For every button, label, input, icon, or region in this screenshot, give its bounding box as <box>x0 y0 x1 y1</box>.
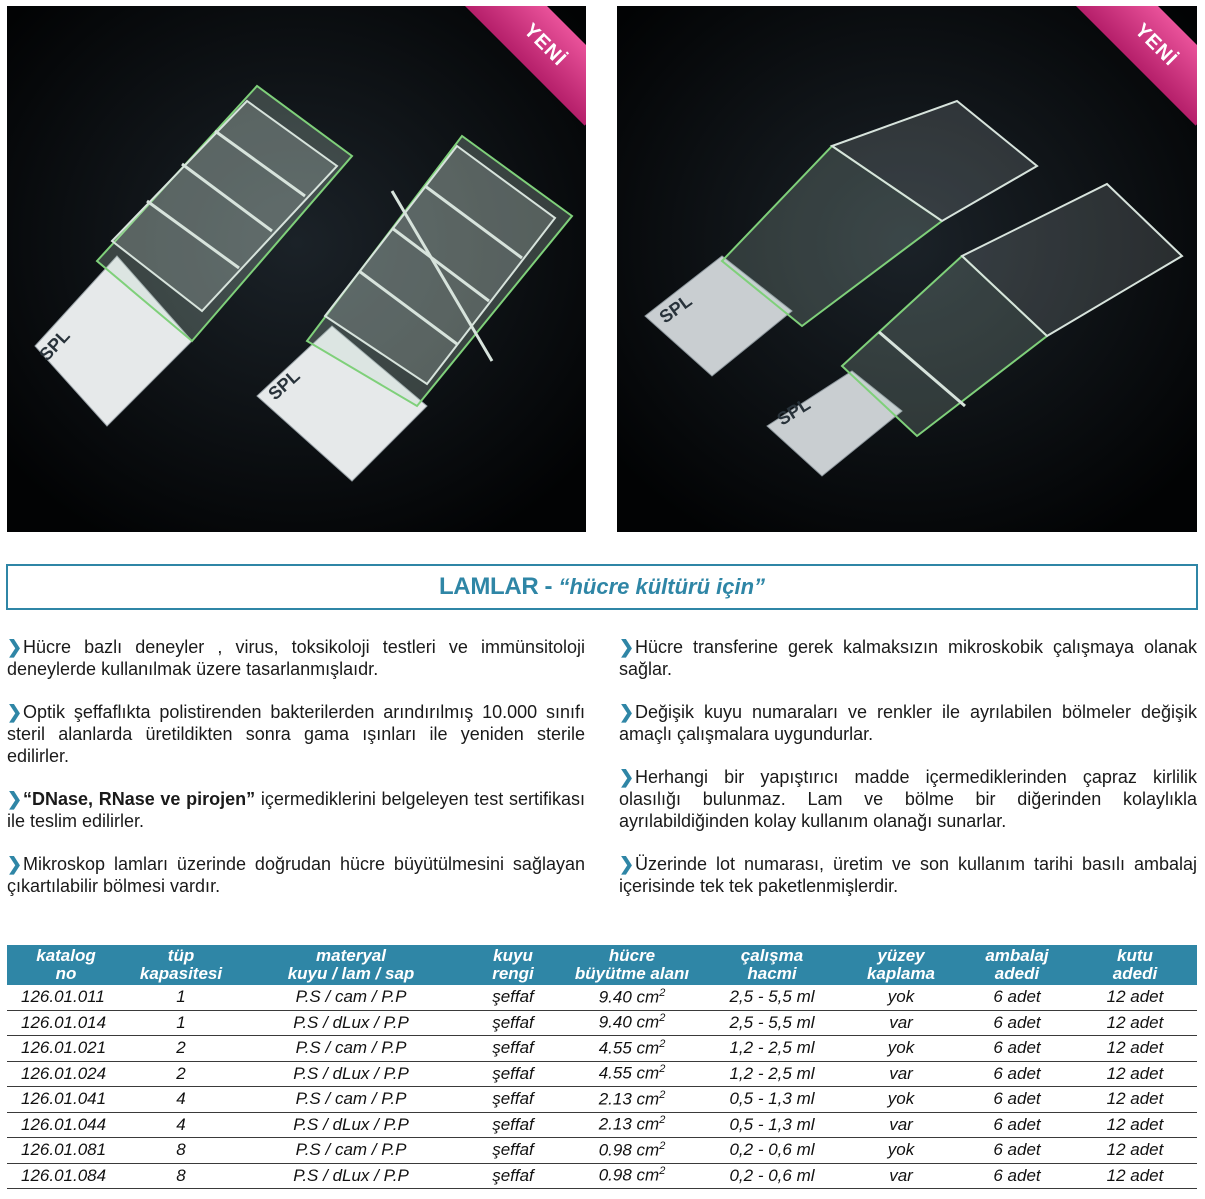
cell-pack: 6 adet <box>961 1112 1073 1138</box>
cell-volume: 0,5 - 1,3 ml <box>703 1112 841 1138</box>
cell-material: P.S / dLux / P.P <box>237 1061 465 1087</box>
area-exponent: 2 <box>659 1139 666 1152</box>
chevron-right-icon: ❯ <box>7 789 23 809</box>
chevron-right-icon: ❯ <box>619 854 635 874</box>
column-header <box>237 945 465 985</box>
table-row <box>7 985 1197 1010</box>
cell-pack: 6 adet <box>961 1061 1073 1087</box>
feature-text: içermediklerini belgeleyen test sertifikası ile teslim edilirler. <box>7 789 586 831</box>
cell-area <box>561 1112 703 1138</box>
product-photo-open-slides <box>617 6 1197 532</box>
column-header-line: ambalaj <box>985 946 1049 965</box>
cell-capacity: 8 <box>125 1138 237 1164</box>
area-exponent: 2 <box>659 1063 666 1076</box>
cell-catalog: 126.01.084 <box>7 1163 125 1189</box>
cell-catalog: 126.01.044 <box>7 1112 125 1138</box>
table-body <box>7 985 1197 1189</box>
area-exponent: 2 <box>659 1088 666 1101</box>
new-badge: YENİ <box>464 6 586 126</box>
cell-volume: 1,2 - 2,5 ml <box>703 1036 841 1062</box>
area-unit: cm <box>636 987 660 1007</box>
cell-box: 12 adet <box>1073 1163 1197 1189</box>
table-row <box>7 1163 1197 1189</box>
cell-color: şeffaf <box>465 1010 561 1036</box>
cell-box: 12 adet <box>1073 1036 1197 1062</box>
cell-area <box>561 1163 703 1189</box>
cell-coating: yok <box>841 985 961 1010</box>
area-unit: cm <box>636 1115 660 1135</box>
cell-area <box>561 985 703 1010</box>
feature-text: Herhangi bir yapıştırıcı madde içermediklerinden çapraz kirlilik olasılığı bulunmaz. Lam ve bölme bir diğerinden kolaylıkla ayrılabildiğinden kolay kullanım olanağı sunarlar. <box>619 767 1197 831</box>
cell-catalog: 126.01.041 <box>7 1087 125 1113</box>
column-header-line: kutu <box>1117 946 1153 965</box>
brand-logo-text: SPL <box>35 325 74 365</box>
cell-material: P.S / cam / P.P <box>237 1036 465 1062</box>
feature-text: Üzerinde lot numarası, üretim ve son kullanım tarihi basılı ambalaj içerisinde tek tek paketlenmişlerdir. <box>619 854 1197 896</box>
feature-emphasis: “DNase, RNase ve pirojen” <box>23 789 256 809</box>
area-exponent: 2 <box>659 1012 666 1025</box>
cell-pack: 6 adet <box>961 1138 1073 1164</box>
table-row <box>7 1112 1197 1138</box>
cell-volume: 1,2 - 2,5 ml <box>703 1061 841 1087</box>
column-header-line: kaplama <box>866 964 936 983</box>
area-unit: cm <box>636 1089 660 1109</box>
cell-color: şeffaf <box>465 1163 561 1189</box>
cell-capacity: 4 <box>125 1087 237 1113</box>
column-header-line: tüp <box>167 946 195 965</box>
area-value: 9.40 <box>598 1013 632 1033</box>
column-header-line: materyal <box>316 946 386 965</box>
table-row <box>7 1010 1197 1036</box>
table-header-row <box>7 945 1197 985</box>
chevron-right-icon: ❯ <box>7 702 23 722</box>
cell-capacity: 2 <box>125 1036 237 1062</box>
column-header-line: kuyu <box>493 946 533 965</box>
cell-color: şeffaf <box>465 1138 561 1164</box>
cell-box: 12 adet <box>1073 1061 1197 1087</box>
chamber-slides-open-illustration <box>617 6 1197 532</box>
cell-pack: 6 adet <box>961 1087 1073 1113</box>
cell-coating: var <box>841 1112 961 1138</box>
feature-text: Hücre transferine gerek kalmaksızın mikroskobik çalışmaya olanak sağlar. <box>619 637 1197 679</box>
cell-pack: 6 adet <box>961 1036 1073 1062</box>
cell-catalog: 126.01.024 <box>7 1061 125 1087</box>
area-unit: cm <box>636 1064 660 1084</box>
cell-color: şeffaf <box>465 1061 561 1087</box>
feature-item <box>619 636 1197 680</box>
feature-item <box>619 766 1197 832</box>
column-header-line: çalışma <box>740 946 804 965</box>
cell-volume: 0,5 - 1,3 ml <box>703 1087 841 1113</box>
feature-text: Optik şeffaflıkta polistirenden bakterilerden arındırılmış 10.000 sınıfı steril alanlarda üretildikten sonra gama ışınları ile yeniden sterile edilirler. <box>7 702 585 766</box>
cell-box: 12 adet <box>1073 1112 1197 1138</box>
column-header <box>961 945 1073 985</box>
area-value: 0.98 <box>598 1166 632 1186</box>
chevron-right-icon: ❯ <box>7 637 23 657</box>
area-exponent: 2 <box>659 1037 666 1050</box>
cell-box: 12 adet <box>1073 1087 1197 1113</box>
cell-capacity: 2 <box>125 1061 237 1087</box>
cell-material: P.S / dLux / P.P <box>237 1163 465 1189</box>
area-unit: cm <box>636 1166 660 1186</box>
area-unit: cm <box>636 1140 660 1160</box>
cell-volume: 0,2 - 0,6 ml <box>703 1138 841 1164</box>
feature-text: Hücre bazlı deneyler , virus, toksikoloji testleri ve immünsitoloji deneylerde kullanılmak üzere tasarlanmışlaıdr. <box>7 637 585 679</box>
cell-volume: 0,2 - 0,6 ml <box>703 1163 841 1189</box>
feature-text: Mikroskop lamları üzerinde doğrudan hücre büyütülmesini sağlayan çıkartılabilir bölmesi vardır. <box>7 854 585 896</box>
cell-volume: 2,5 - 5,5 ml <box>703 1010 841 1036</box>
cell-area <box>561 1061 703 1087</box>
cell-coating: yok <box>841 1036 961 1062</box>
cell-coating: yok <box>841 1087 961 1113</box>
cell-pack: 6 adet <box>961 985 1073 1010</box>
column-header-line: katalog <box>36 946 96 965</box>
svg-text:SPL: SPL <box>264 365 304 404</box>
cell-area <box>561 1087 703 1113</box>
feature-item <box>619 701 1197 745</box>
cell-color: şeffaf <box>465 985 561 1010</box>
cell-color: şeffaf <box>465 1036 561 1062</box>
column-header <box>465 945 561 985</box>
area-exponent: 2 <box>659 1114 666 1127</box>
cell-catalog: 126.01.011 <box>7 985 125 1010</box>
table-row <box>7 1036 1197 1062</box>
cell-volume: 2,5 - 5,5 ml <box>703 985 841 1010</box>
column-header <box>7 945 125 985</box>
cell-material: P.S / dLux / P.P <box>237 1112 465 1138</box>
cell-box: 12 adet <box>1073 1138 1197 1164</box>
cell-color: şeffaf <box>465 1087 561 1113</box>
area-value: 4.55 <box>598 1038 632 1058</box>
chevron-right-icon: ❯ <box>619 702 635 722</box>
chevron-right-icon: ❯ <box>619 637 635 657</box>
cell-catalog: 126.01.014 <box>7 1010 125 1036</box>
new-badge: YENİ <box>1075 6 1197 126</box>
cell-material: P.S / dLux / P.P <box>237 1010 465 1036</box>
area-value: 2.13 <box>598 1089 632 1109</box>
title-separator: - <box>544 573 553 600</box>
column-header <box>1073 945 1197 985</box>
column-header-line: rengi <box>492 964 534 983</box>
column-header-line: hacmi <box>747 964 797 983</box>
feature-item <box>7 788 585 832</box>
chevron-right-icon: ❯ <box>619 767 635 787</box>
cell-pack: 6 adet <box>961 1010 1073 1036</box>
section-title-box <box>6 564 1198 610</box>
area-exponent: 2 <box>659 1165 666 1178</box>
area-value: 2.13 <box>598 1115 632 1135</box>
cell-capacity: 1 <box>125 985 237 1010</box>
column-header <box>841 945 961 985</box>
column-header <box>125 945 237 985</box>
chamber-slides-illustration <box>7 6 586 532</box>
column-header-line: büyütme alanı <box>574 964 690 983</box>
column-header-line: no <box>55 964 77 983</box>
feature-item <box>7 853 585 897</box>
area-value: 9.40 <box>598 987 632 1007</box>
cell-material: P.S / cam / P.P <box>237 1087 465 1113</box>
area-unit: cm <box>636 1013 660 1033</box>
product-photo-closed-slides <box>7 6 586 532</box>
column-header-line: adedi <box>1112 964 1158 983</box>
cell-material: P.S / cam / P.P <box>237 985 465 1010</box>
feature-text: Değişik kuyu numaraları ve renkler ile ayrılabilen bölmeler değişik amaçlı çalışmalara uygundurlar. <box>619 702 1197 744</box>
cell-coating: var <box>841 1010 961 1036</box>
table-row <box>7 1061 1197 1087</box>
area-exponent: 2 <box>659 986 666 999</box>
area-value: 0.98 <box>598 1140 632 1160</box>
cell-area <box>561 1036 703 1062</box>
cell-capacity: 4 <box>125 1112 237 1138</box>
brand-logo-text-right: SPL <box>655 290 696 328</box>
cell-area <box>561 1010 703 1036</box>
cell-capacity: 1 <box>125 1010 237 1036</box>
cell-catalog: 126.01.081 <box>7 1138 125 1164</box>
cell-material: P.S / cam / P.P <box>237 1138 465 1164</box>
column-header-line: kuyu / lam / sap <box>287 964 415 983</box>
cell-coating: var <box>841 1061 961 1087</box>
cell-box: 12 adet <box>1073 985 1197 1010</box>
chevron-right-icon: ❯ <box>7 854 23 874</box>
cell-coating: yok <box>841 1138 961 1164</box>
feature-item <box>7 701 585 767</box>
column-header <box>561 945 703 985</box>
cell-capacity: 8 <box>125 1163 237 1189</box>
cell-pack: 6 adet <box>961 1163 1073 1189</box>
column-header-line: hücre <box>608 946 656 965</box>
svg-text:SPL: SPL <box>773 393 814 430</box>
feature-item <box>619 853 1197 897</box>
section-subtitle: “hücre kültürü için” <box>558 574 766 599</box>
cell-box: 12 adet <box>1073 1010 1197 1036</box>
column-header <box>703 945 841 985</box>
table-row <box>7 1138 1197 1164</box>
column-header-line: kapasitesi <box>139 964 223 983</box>
cell-area <box>561 1138 703 1164</box>
column-header-line: adedi <box>994 964 1040 983</box>
features-right-column <box>619 636 1197 918</box>
table-row <box>7 1087 1197 1113</box>
features-left-column <box>7 636 585 918</box>
cell-color: şeffaf <box>465 1112 561 1138</box>
area-value: 4.55 <box>598 1064 632 1084</box>
product-spec-table <box>7 945 1197 1189</box>
column-header-line: yüzey <box>877 946 925 965</box>
area-unit: cm <box>636 1038 660 1058</box>
feature-item <box>7 636 585 680</box>
cell-catalog: 126.01.021 <box>7 1036 125 1062</box>
section-title: LAMLAR <box>438 573 539 600</box>
cell-coating: var <box>841 1163 961 1189</box>
